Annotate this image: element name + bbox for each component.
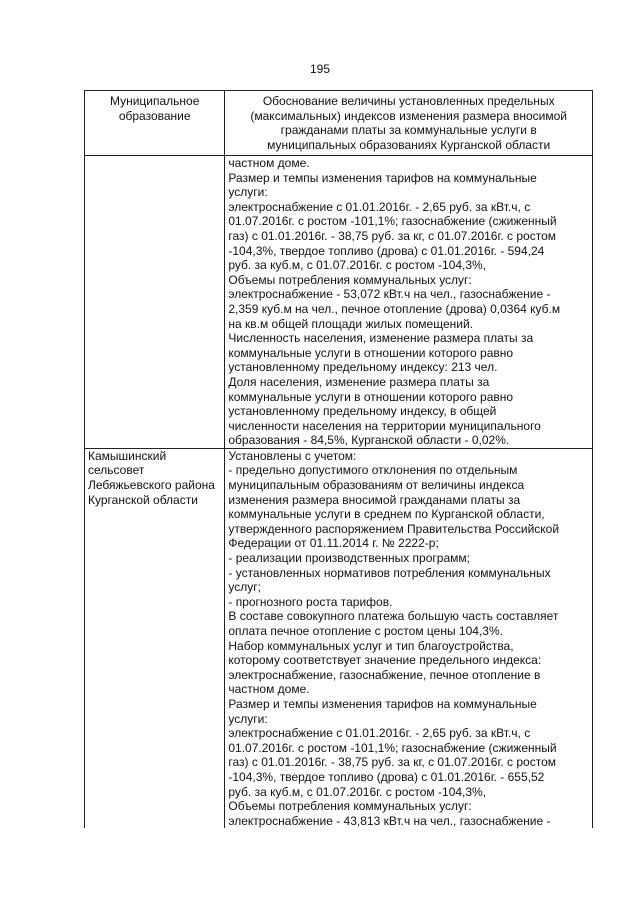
justification-cell — [225, 156, 593, 449]
text-line: Федерации от 01.11.2014 г. № 2222-р; — [228, 536, 439, 551]
text-line: Размер и темпы изменения тарифов на коммунальные — [228, 696, 537, 711]
header-justification — [225, 91, 593, 156]
text-line: - реализации производственных программ; — [228, 551, 470, 566]
text-line: коммунальные услуги в отношении которого равно — [228, 345, 514, 360]
text-line: Лебяжьевского района — [88, 478, 215, 493]
text-line: численности населения на территории муниципального — [228, 418, 541, 433]
text-line: которому соответствует значение предельного индекса: — [228, 653, 542, 668]
text-line: руб. за куб.м, с 01.07.2016г. с ростом -104,3%, — [228, 784, 487, 799]
text-line: коммунальные услуги в среднем по Курганской области, — [228, 507, 545, 522]
text-line: газ) с 01.01.2016г. - 38,75 руб. за кг, с 01.07.2016г. с ростом — [228, 755, 557, 770]
tariff-justification-table — [84, 90, 593, 828]
text-line: Доля населения, изменение размера платы за — [228, 374, 490, 389]
text-line: Набор коммунальных услуг и тип благоустройства, — [228, 638, 514, 653]
text-line: оплата печное отопление с ростом цены 104,3%. — [228, 624, 503, 638]
text-line: 01.07.2016г. с ростом -101,1%; газоснабжение (сжиженный — [228, 740, 557, 755]
text-line: на кв.м общей площади жилых помещений. — [228, 316, 474, 331]
text-line: - предельно допустимого отклонения по отдельным — [228, 463, 518, 478]
text-line: 01.07.2016г. с ростом -101,1%; газоснабжение (сжиженный — [228, 214, 557, 229]
page-number: 195 — [309, 62, 331, 76]
text-line: Камышинский — [88, 448, 167, 463]
text-line: Объемы потребления коммунальных услуг: — [228, 799, 472, 814]
table-row — [85, 448, 593, 828]
text-line: сельсовет — [88, 463, 145, 478]
header-municipality — [85, 91, 225, 156]
text-line: Курганской области — [88, 492, 198, 507]
text-line: услуг; — [228, 580, 261, 595]
table-row — [85, 156, 593, 449]
text-line: Объемы потребления коммунальных услуг: — [228, 272, 472, 287]
text-line: - установленных нормативов потребления коммунальных — [228, 565, 551, 580]
text-line: руб. за куб.м, с 01.07.2016г. с ростом -104,3%, — [228, 258, 487, 273]
text-line: -104,3%, твердое топливо (дрова) с 01.01.2016г. - 655,52 — [228, 769, 545, 784]
text-line: установленному предельному индексу: 213 чел. — [228, 360, 498, 375]
header-justification-line: Обоснование величины установленных предельных — [262, 94, 555, 108]
text-line: электроснабжение с 01.01.2016г. - 2,65 руб. за кВт.ч, с — [228, 726, 531, 741]
text-line: Установлены с учетом: — [228, 448, 357, 463]
text-line: образования - 84,5%, Курганской области - 0,02%. — [228, 433, 510, 448]
text-line: газ) с 01.01.2016г. - 38,75 руб. за кг, с 01.07.2016г. с ростом — [228, 228, 557, 243]
text-line: электроснабжение - 43,813 кВт.ч на чел., газоснабжение - — [228, 813, 551, 828]
text-line: Численность населения, изменение размера платы за — [228, 331, 534, 346]
header-justification-line: гражданами платы за коммунальные услуги в — [280, 123, 537, 138]
text-line: - прогнозного роста тарифов. — [228, 594, 393, 609]
text-line: установленному предельному индексу, в общей — [228, 404, 497, 419]
text-line: частном доме. — [228, 682, 310, 697]
text-line: муниципальным образованиям от величины индекса — [228, 478, 525, 493]
text-line: электроснабжение - 53,072 кВт.ч на чел., газоснабжение - — [228, 287, 551, 302]
header-justification-line: муниципальных образованиях Курганской области — [267, 137, 551, 152]
text-line: электроснабжение с 01.01.2016г. - 2,65 руб. за кВт.ч, с — [228, 199, 531, 214]
header-municipality-line: образование — [118, 108, 191, 123]
text-line: электроснабжение, газоснабжение, печное отопление в — [228, 667, 541, 682]
header-justification-line: (максимальных) индексов изменения размера вносимой — [250, 108, 567, 123]
text-line: Размер и темпы изменения тарифов на коммунальные — [228, 170, 537, 185]
text-line: услуги: — [228, 185, 268, 200]
text-line: коммунальные услуги в отношении которого равно — [228, 389, 514, 404]
text-line: услуги: — [228, 711, 268, 726]
text-line: В составе совокупного платежа большую часть составляет — [228, 609, 559, 624]
text-line: частном доме. — [228, 156, 310, 170]
municipality-cell — [85, 156, 225, 449]
text-line: -104,3%, твердое топливо (дрова) с 01.01.2016г. - 594,24 — [228, 243, 545, 258]
text-line: утвержденного распоряжением Правительства Российской — [228, 521, 560, 536]
municipality-cell — [85, 448, 225, 828]
justification-cell — [225, 448, 593, 828]
text-line: 2,359 куб.м на чел., печное отопление (дрова) 0,0364 куб.м — [228, 301, 561, 316]
table-header-row — [85, 91, 593, 156]
text-line: изменения размера вносимой гражданами платы за — [228, 492, 521, 507]
header-municipality-line: Муниципальное — [109, 94, 200, 108]
